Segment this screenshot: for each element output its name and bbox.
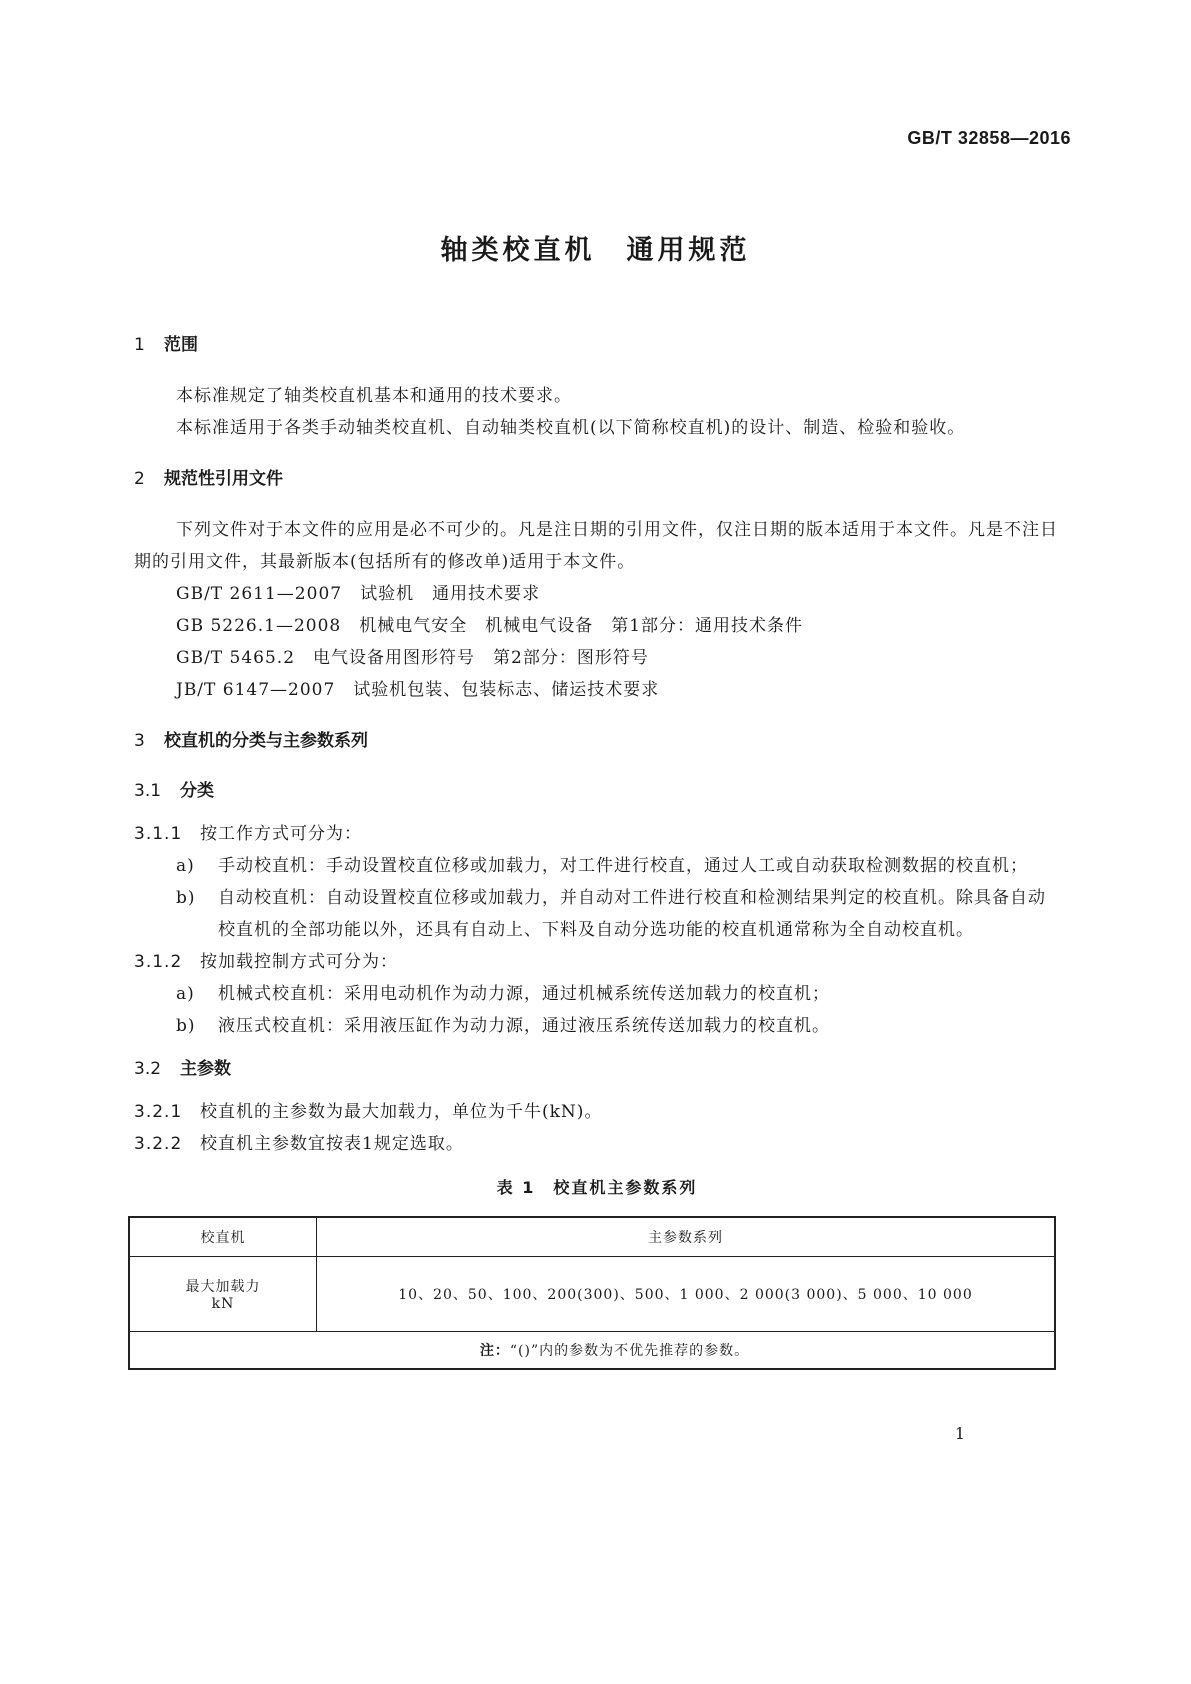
reference-item: JB/T 6147—2007 试验机包装、包装标志、储运技术要求 (176, 680, 660, 700)
reference-item: GB/T 2611—2007 试验机 通用技术要求 (176, 584, 541, 604)
list-item-text: 液压式校直机：采用液压缸作为动力源，通过液压系统传送加载力的校直机。 (218, 1016, 830, 1036)
reference-item: GB/T 5465.2 电气设备用图形符号 第2部分：图形符号 (176, 648, 649, 668)
subsection-3-1-heading (134, 776, 1060, 806)
list-item (134, 1010, 1060, 1042)
page-number: 1 (954, 1424, 965, 1443)
list-item-text: 手动校直机：手动设置校直位移或加载力，对工件进行校直，通过人工或自动获取检测数据的校直机； (218, 856, 1028, 876)
reference-item: GB 5226.1—2008 机械电气安全 机械电气设备 第1部分：通用技术条件 (176, 616, 804, 636)
clause-number: 3.2.1 (134, 1102, 183, 1122)
row-label-line: 最大加载力 (185, 1279, 261, 1295)
list-item-text: 自动校直机：自动设置校直位移或加载力，并自动对工件进行校直和检测结果判定的校直机。除具备自动校直机的全部功能以外，还具有自动上、下料及自动分选功能的校直机通常称为全自动校直机。 (218, 888, 1046, 940)
section-2-heading (134, 464, 1060, 494)
section-number: 3 (134, 731, 145, 751)
section-3-heading (134, 726, 1060, 756)
note-label: 注： (479, 1343, 510, 1359)
list-item (134, 978, 1060, 1010)
section-title: 校直机的分类与主参数系列 (164, 731, 368, 751)
document-title: 轴类校直机 通用规范 (440, 235, 751, 266)
clause-3-2-2 (134, 1128, 1060, 1160)
section-title: 规范性引用文件 (164, 469, 283, 489)
table-caption: 表 1 校直机主参数系列 (496, 1178, 698, 1197)
clause-3-1-2 (134, 946, 1060, 978)
table-note (129, 1332, 1055, 1370)
list-marker: b) (176, 888, 196, 908)
subsection-number: 3.2 (134, 1059, 162, 1079)
table-row-label (129, 1257, 317, 1332)
list-item-text: 机械式校直机：采用电动机作为动力源，通过机械系统传送加载力的校直机； (218, 984, 830, 1004)
note-text: “()”内的参数为不优先推荐的参数。 (509, 1343, 750, 1359)
subsection-title: 主参数 (180, 1059, 231, 1079)
standard-code: GB/T 32858—2016 (907, 128, 1071, 148)
paragraph: 本标准适用于各类手动轴类校直机、自动轴类校直机(以下简称校直机)的设计、制造、检验和验收。 (176, 418, 966, 438)
clause-3-1-1 (134, 818, 1060, 850)
clause-text: 按工作方式可分为： (200, 824, 362, 844)
main-parameter-table (128, 1216, 1056, 1370)
section-number: 2 (134, 469, 145, 489)
clause-text: 校直机的主参数为最大加载力，单位为千牛(kN)。 (200, 1102, 603, 1122)
clause-number: 3.1.1 (134, 824, 183, 844)
list-marker: b) (176, 1016, 196, 1036)
list-item (134, 882, 1060, 946)
clause-text: 按加载控制方式可分为： (200, 952, 398, 972)
section-number: 1 (134, 335, 145, 355)
subsection-3-2-heading (134, 1054, 1060, 1084)
table-cell-values: 10、20、50、100、200(300)、500、1 000、2 000(3 000)、5 000、10 000 (317, 1257, 1056, 1332)
row-label-unit: kN (211, 1296, 235, 1312)
clause-text: 校直机主参数宜按表1规定选取。 (200, 1134, 464, 1154)
section-title: 范围 (164, 335, 198, 355)
table-header-cell: 主参数系列 (317, 1217, 1056, 1257)
subsection-number: 3.1 (134, 781, 162, 801)
paragraph: 本标准规定了轴类校直机基本和通用的技术要求。 (176, 386, 572, 406)
list-marker: a) (176, 984, 195, 1004)
subsection-title: 分类 (180, 781, 214, 801)
document-body (134, 330, 1060, 1370)
list-marker: a) (176, 856, 195, 876)
paragraph: 下列文件对于本文件的应用是必不可少的。凡是注日期的引用文件，仅注日期的版本适用于本文件。凡是不注日期的引用文件，其最新版本(包括所有的修改单)适用于本文件。 (134, 520, 1058, 572)
clause-number: 3.2.2 (134, 1134, 183, 1154)
list-item (134, 850, 1060, 882)
table-header-cell: 校直机 (129, 1217, 317, 1257)
clause-3-2-1 (134, 1096, 1060, 1128)
clause-number: 3.1.2 (134, 952, 183, 972)
section-1-heading (134, 330, 1060, 360)
